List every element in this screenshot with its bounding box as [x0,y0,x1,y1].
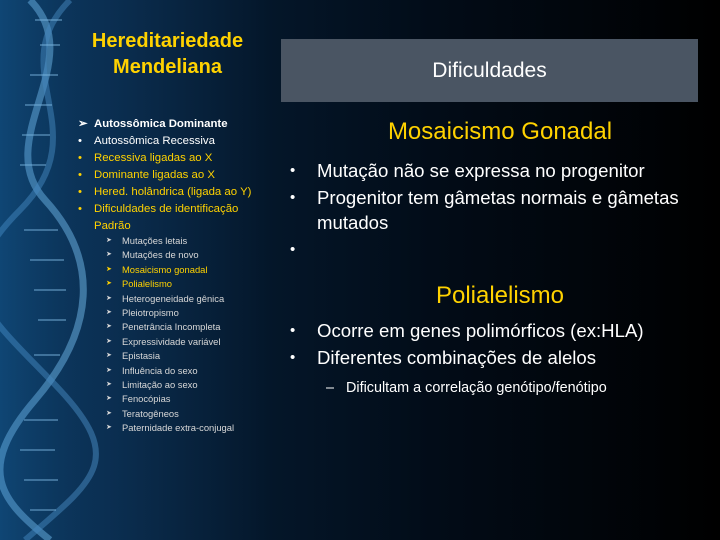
bullet-item: • Diferentes combinações de alelos [290,347,597,368]
list-item [78,116,278,133]
arrowhead-bullet-icon: ➤ [106,294,112,302]
list-item-label: Dificuldades de identificação Padrão [94,203,239,232]
bullet-icon: • [78,152,82,164]
sub-list-item: ➤ Paternidade extra-conjugal [106,421,286,435]
arrowhead-bullet-icon: ➤ [106,352,112,360]
left-title: Hereditariedade Mendeliana [91,30,244,78]
arrowhead-bullet-icon: ➤ [106,409,112,417]
sub-list-item: ➤ Polialelismo [106,277,286,291]
sub-list-item: ➤ Mutações de novo [106,248,286,262]
list-item [78,133,278,150]
arrowhead-bullet-icon: ➤ [106,395,112,403]
sub-list-item: ➤ Epistasia [106,349,286,363]
sub-list-item: ➤ Expressividade variável [106,335,286,349]
section-title-polialelismo: Polialelismo [435,282,565,309]
list-item-label: Dominante ligadas ao X [94,169,215,181]
bullet-icon: • [290,349,296,366]
list-item [78,184,278,201]
bullet-item: • Ocorre em genes polimórficos (ex:HLA) [290,320,644,341]
arrowhead-bullet-icon: ➤ [106,381,112,389]
header-box [281,39,698,102]
list-item-label: Autossômica Dominante [94,118,228,130]
dash-bullet-icon: – [326,380,335,396]
arrowhead-bullet-icon: ➤ [106,251,112,259]
sub-list-item: ➤ Mosaicismo gonadal [106,263,286,277]
arrowhead-bullet-icon: ➤ [106,337,112,345]
bullet-icon: • [78,169,82,181]
list-item [78,167,278,184]
arrow-bullet-icon: ➢ [78,118,88,130]
arrowhead-bullet-icon: ➤ [106,265,112,273]
list-item-label: Hered. holândrica (ligada ao Y) [94,186,252,198]
list-item-label: Autossômica Recessiva [94,135,215,147]
bullet-icon: • [78,203,82,215]
sub-list-item: ➤ Mutações letais [106,234,286,248]
sub-list-item: ➤ Penetrância Incompleta [106,320,286,334]
section-bullets-polialelismo [290,318,710,372]
sub-list-item: ➤ Teratogêneos [106,407,286,421]
arrowhead-bullet-icon: ➤ [106,309,112,317]
sub-list-item: ➤ Fenocópias [106,392,286,406]
topic-list [78,116,278,235]
list-item [78,150,278,167]
arrowhead-bullet-icon: ➤ [106,366,112,374]
section-title-mosaicismo: Mosaicismo Gonadal [387,118,613,145]
sub-list-item: ➤ Influência do sexo [106,364,286,378]
list-item [78,201,278,235]
header-title: Dificuldades [432,58,547,82]
bullet-icon: • [290,322,296,339]
bullet-icon: • [78,135,82,147]
arrowhead-bullet-icon: ➤ [106,424,112,432]
arrowhead-bullet-icon: ➤ [106,237,112,244]
bullet-icon: • [290,162,296,179]
sub-list-item: ➤ Limitação ao sexo [106,378,286,392]
list-item-label: Recessiva ligadas ao X [94,152,213,164]
sub-list-item: ➤ Pleiotropismo [106,306,286,320]
bullet-icon: • [78,186,82,198]
section-bullets-mosaicismo [290,158,710,258]
bullet-item: • Mutação não se expressa no progenitor [290,160,645,181]
sub-bullet-item: – Dificultam a correlação genótipo/fenótipo [326,380,607,396]
bullet-icon: • [290,189,296,206]
subtopic-list [106,234,286,436]
sub-list-item: ➤ Heterogeneidade gênica [106,292,286,306]
arrowhead-bullet-icon: ➤ [106,323,112,331]
bullet-item: • Progenitor tem gâmetas normais e gâmetas mutados [290,187,679,233]
arrowhead-bullet-icon: ➤ [106,280,112,288]
bullet-icon: • [290,241,296,258]
